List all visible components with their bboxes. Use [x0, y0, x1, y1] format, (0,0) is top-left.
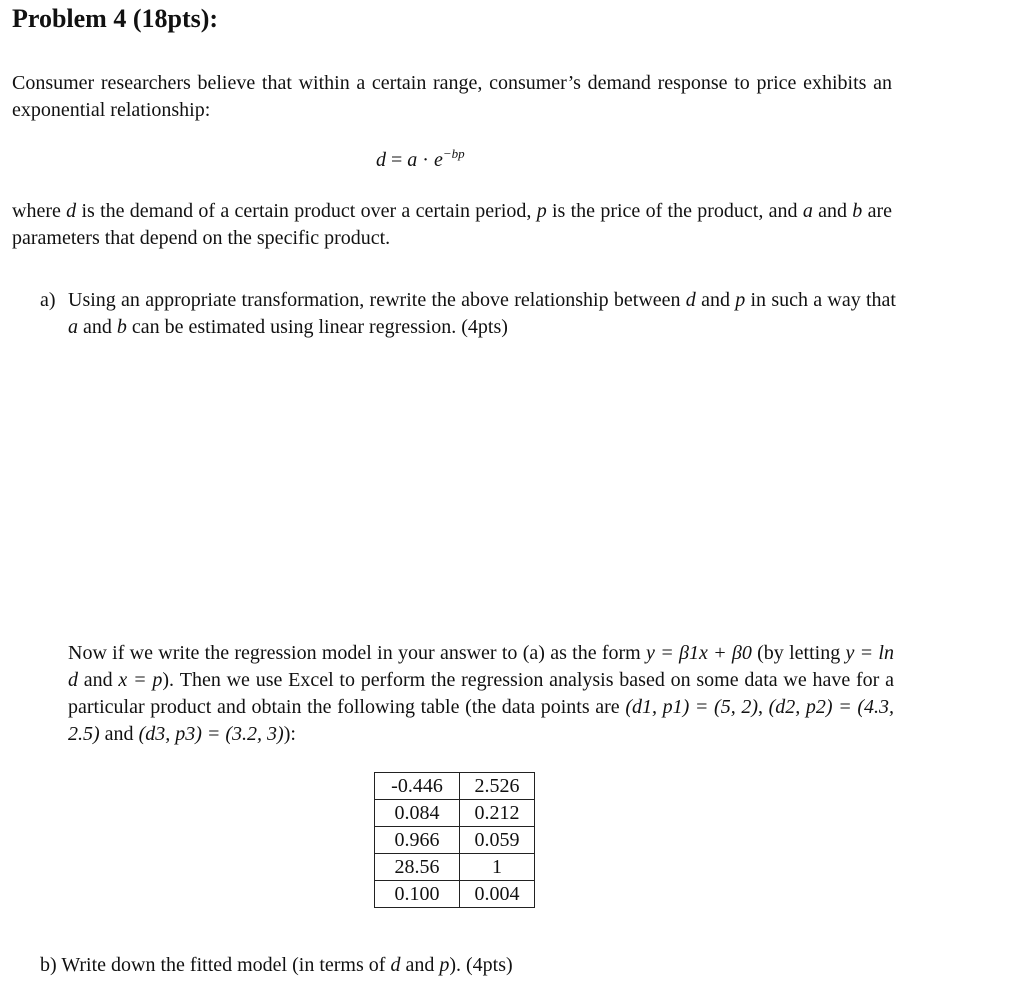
var-a: a	[802, 200, 813, 222]
part-a-seg: in such a way that	[745, 289, 896, 311]
table-cell: 0.084	[375, 800, 460, 827]
part-b-seg: and	[400, 954, 440, 976]
part-a-seg: and	[78, 316, 117, 338]
part-a-seg: can be estimated using linear regression. (4pts)	[126, 316, 508, 338]
now-seg: ,	[758, 696, 769, 718]
var-a: a	[68, 316, 78, 338]
intro-paragraph: Consumer researchers believe that within a certain range, consumer’s demand response to price exhibits an exponential relationship:	[12, 72, 892, 121]
var-p: p	[536, 200, 547, 222]
table-cell: 0.966	[375, 827, 460, 854]
part-a-text	[68, 287, 896, 341]
where-seg: is the price of the product, and	[546, 200, 803, 222]
formula-e: e	[433, 149, 443, 171]
y-definition: y = ln d	[68, 642, 894, 691]
where-paragraph	[12, 198, 892, 252]
now-seg: Now if we write the regression model in your answer to (a) as the form	[68, 642, 647, 664]
part-a	[40, 287, 896, 341]
formula-equals: =	[386, 149, 408, 171]
table-row	[375, 773, 535, 800]
problem-heading: Problem 4 (18pts):	[12, 4, 219, 33]
formula-d: d	[376, 149, 386, 171]
table-cell: 0.059	[460, 827, 535, 854]
var-d: d	[685, 289, 696, 311]
part-a-seg: Using an appropriate transformation, rewrite the above relationship between	[68, 289, 686, 311]
demand-formula	[376, 146, 465, 172]
formula-a: a	[407, 149, 418, 171]
formula-exponent: −bp	[442, 146, 465, 161]
formula-dot: ·	[417, 149, 434, 171]
regression-paragraph	[68, 640, 894, 748]
now-seg: (by letting	[751, 642, 846, 664]
now-seg: and	[99, 723, 139, 745]
table-cell: 2.526	[460, 773, 535, 800]
var-d: d	[66, 200, 77, 222]
table-cell: 0.212	[460, 800, 535, 827]
table-cell: -0.446	[375, 773, 460, 800]
where-seg: is the demand of a certain product over a certain period,	[76, 200, 537, 222]
table-row	[375, 881, 535, 908]
where-seg: where	[12, 200, 67, 222]
table-row	[375, 854, 535, 881]
part-b-seg: Write down the fitted model (in terms of	[61, 954, 391, 976]
var-b: b	[116, 316, 127, 338]
part-b	[40, 952, 896, 979]
table-cell: 1	[460, 854, 535, 881]
regression-output-table	[374, 772, 535, 908]
now-seg: ). Then we use Excel to perform the regression analysis based on some data we have for a particular product and obtain the following table (the data points are	[68, 669, 894, 718]
data-point-3: (d3, p3) = (3.2, 3)	[138, 723, 284, 745]
var-p: p	[735, 289, 746, 311]
part-a-seg: and	[695, 289, 736, 311]
part-b-label: b)	[40, 954, 57, 976]
now-seg: and	[78, 669, 119, 691]
regression-equation: y = β1x + β0	[646, 642, 752, 664]
var-p: p	[439, 954, 450, 976]
table-cell: 0.100	[375, 881, 460, 908]
x-definition: x = p	[118, 669, 163, 691]
var-d: d	[390, 954, 401, 976]
table-row	[375, 800, 535, 827]
now-seg: ):	[283, 723, 296, 745]
part-a-label: a)	[40, 289, 56, 311]
table-cell: 28.56	[375, 854, 460, 881]
var-b: b	[852, 200, 863, 222]
data-point-2: (d2, p2) = (4.3, 2.5)	[68, 696, 895, 745]
data-point-1: (d1, p1) = (5, 2)	[625, 696, 758, 718]
where-seg: and	[812, 200, 853, 222]
table-row	[375, 827, 535, 854]
table-cell: 0.004	[460, 881, 535, 908]
part-b-seg: ). (4pts)	[449, 954, 513, 976]
where-seg: are parameters that depend on the specific product.	[12, 200, 893, 249]
